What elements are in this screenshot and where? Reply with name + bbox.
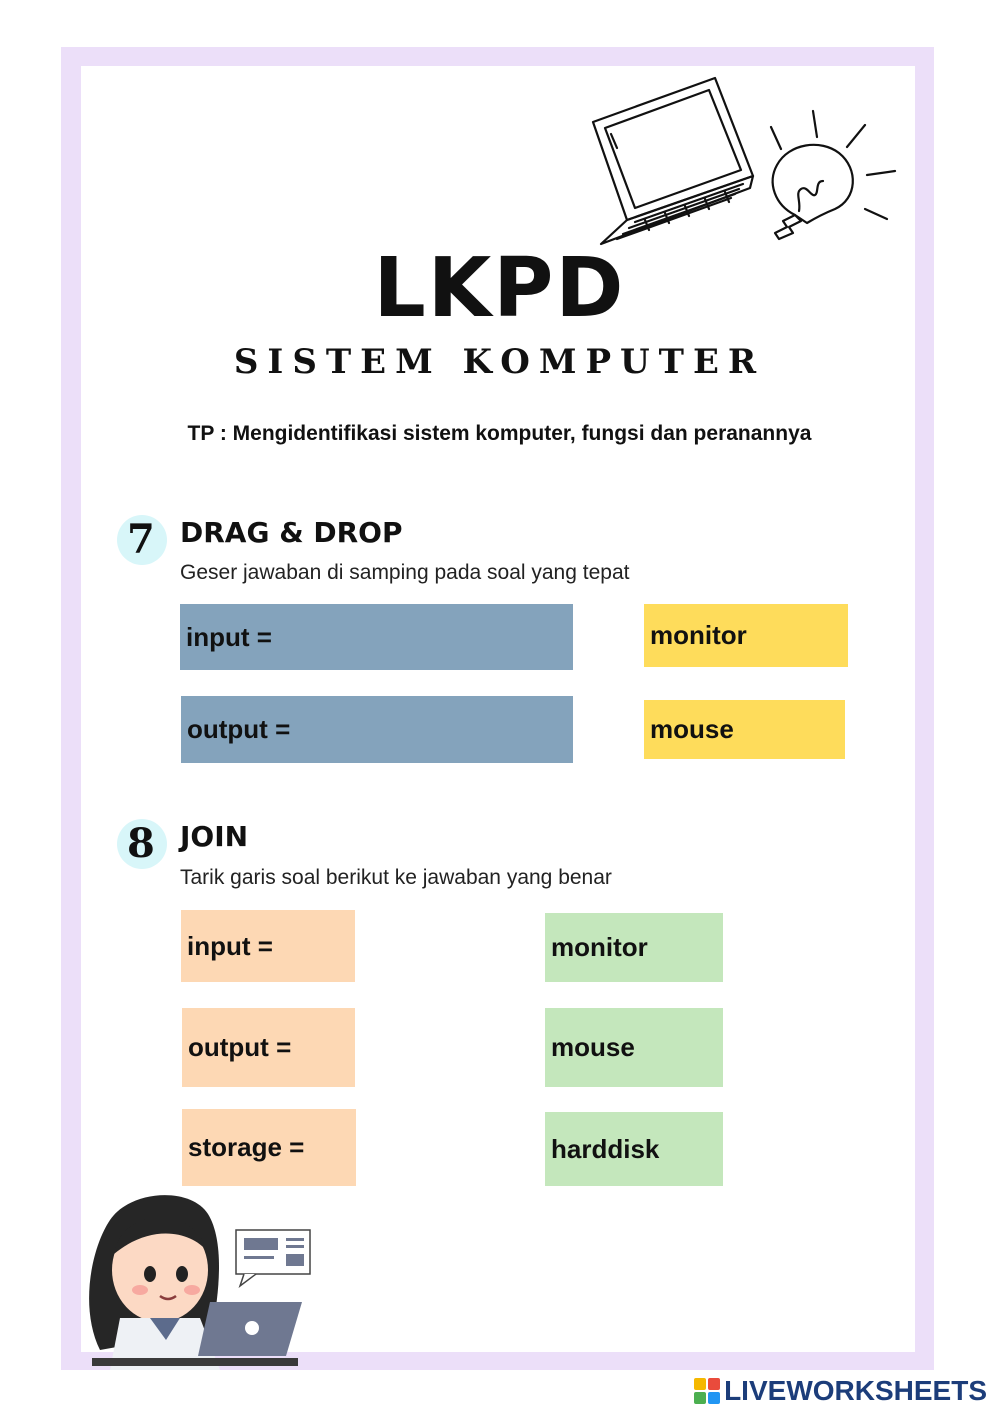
join-answer-monitor[interactable] (545, 913, 723, 982)
join-question-storage[interactable] (182, 1109, 356, 1186)
drag-item-mouse[interactable] (644, 700, 845, 759)
section-8-instruction: Tarik garis soal berikut ke jawaban yang benar (180, 866, 612, 889)
page-title: LKPD (373, 241, 626, 336)
drop-target-label: input = (186, 621, 272, 652)
drop-target-output[interactable] (181, 696, 573, 763)
drop-target-input[interactable] (180, 604, 573, 670)
join-answer-mouse[interactable] (545, 1008, 723, 1087)
join-question-label: storage = (188, 1132, 305, 1162)
learning-objective: TP : Mengidentifikasi sistem komputer, fungsi dan peranannya (187, 422, 812, 445)
section-8-title: JOIN (180, 820, 249, 853)
section-7-number: 7 (127, 516, 155, 563)
liveworksheets-logo-text: LIVEWORKSHEETS (724, 1375, 987, 1406)
join-answer-label: harddisk (551, 1133, 660, 1164)
join-answer-label: mouse (551, 1032, 635, 1062)
join-question-label: input = (187, 930, 273, 961)
liveworksheets-logo-icon (694, 1378, 720, 1404)
drag-item-label: monitor (650, 620, 747, 650)
join-question-input[interactable] (181, 910, 355, 982)
join-question-output[interactable] (182, 1008, 355, 1087)
lightbulb-icon (755, 105, 905, 245)
drag-item-monitor[interactable] (644, 604, 848, 667)
section-8-number: 8 (127, 820, 155, 867)
liveworksheets-logo[interactable] (694, 1374, 987, 1408)
join-answer-label: monitor (551, 932, 648, 962)
page-subtitle: SISTEM KOMPUTER (233, 342, 766, 382)
section-7-title: DRAG & DROP (180, 516, 403, 549)
section-7-instruction: Geser jawaban di samping pada soal yang tepat (180, 561, 630, 584)
join-answer-harddisk[interactable] (545, 1112, 723, 1186)
drop-target-label: output = (187, 714, 291, 744)
join-question-label: output = (188, 1032, 292, 1062)
document-bubble-icon (234, 1228, 314, 1288)
drag-item-label: mouse (650, 714, 734, 744)
